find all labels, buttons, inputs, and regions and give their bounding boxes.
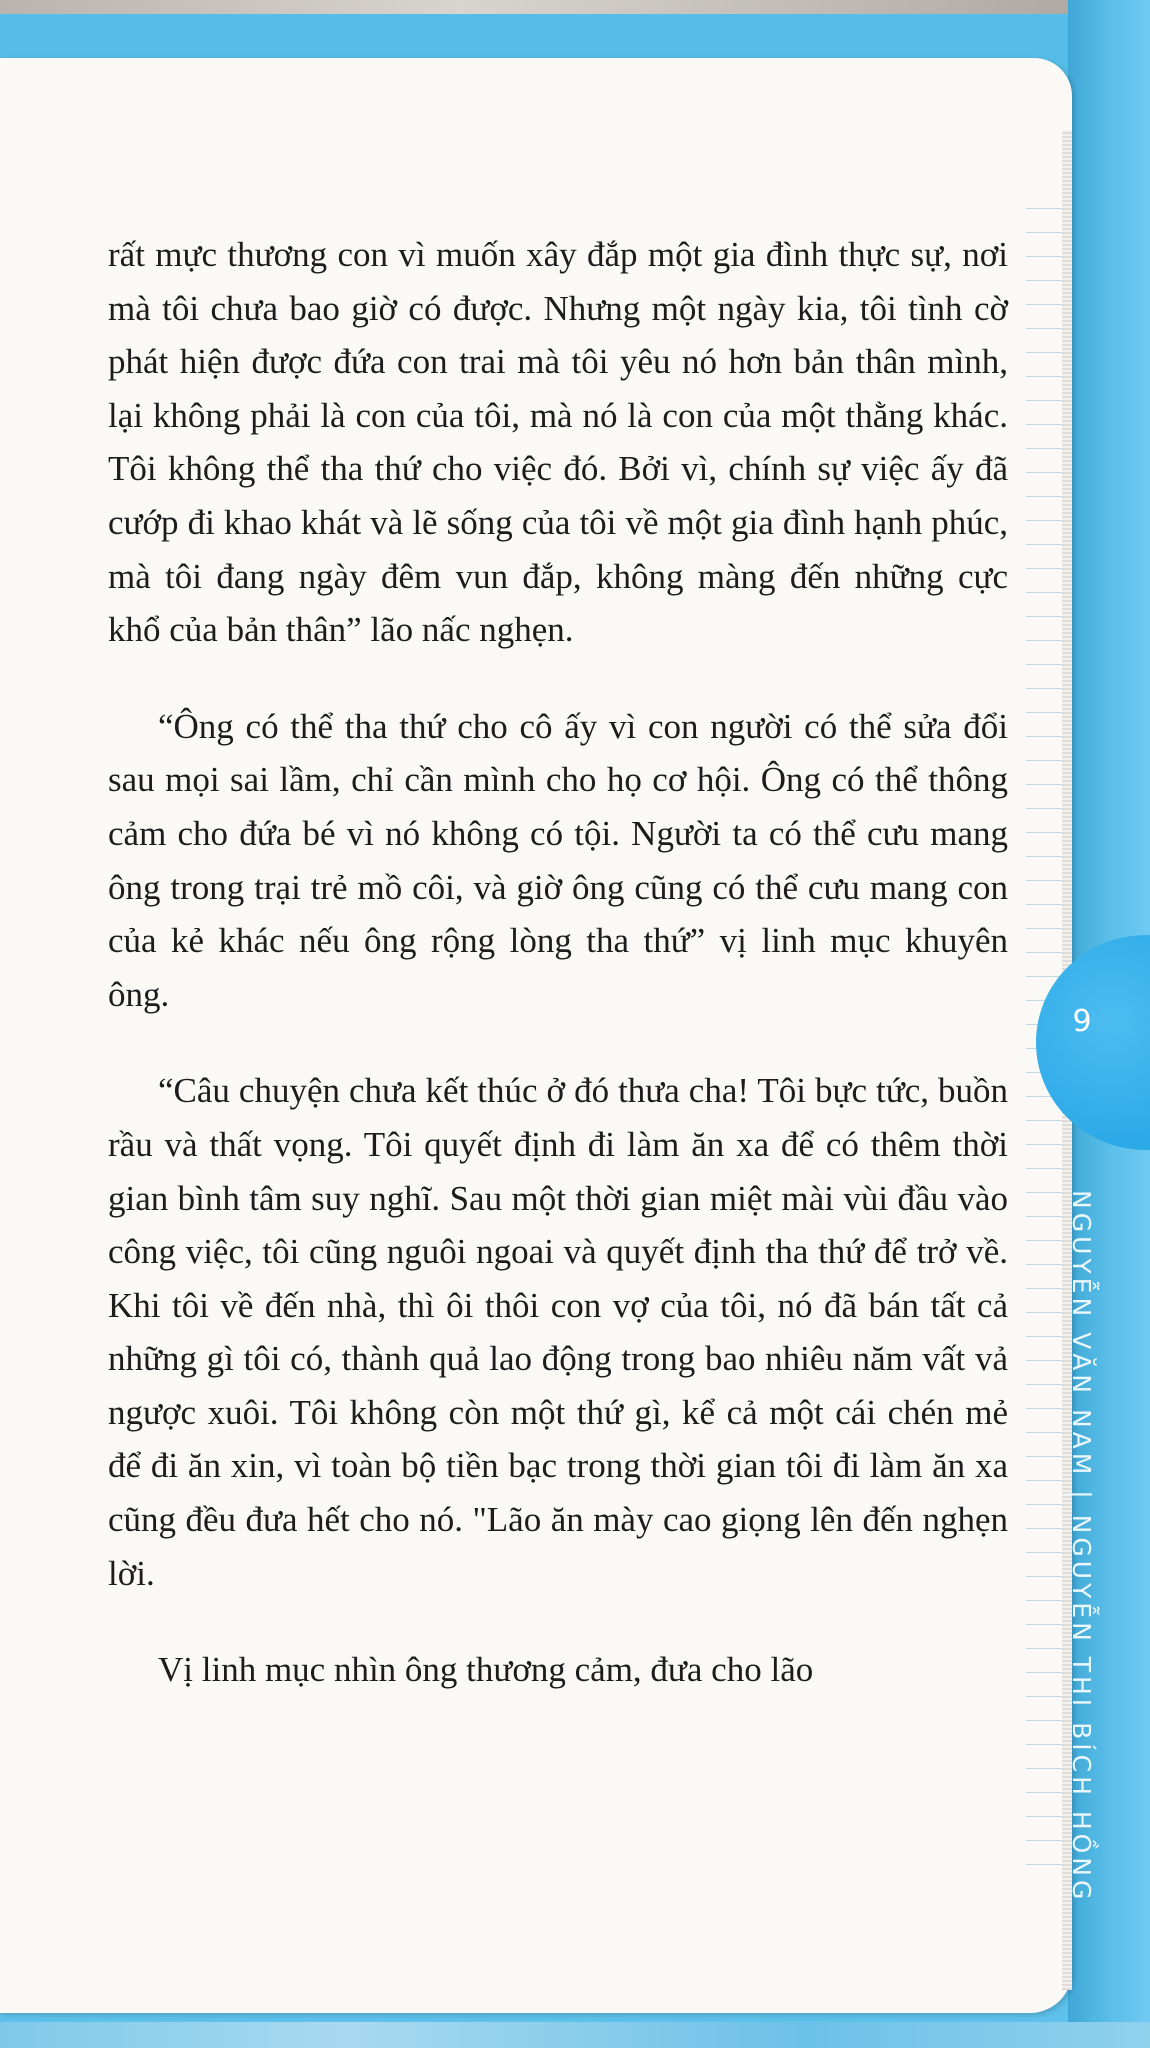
paragraph-3: “Câu chuyện chưa kết thúc ở đó thưa cha! Tôi bực tức, buồn rầu và thất vọng. Tôi quyết định đi làm ăn xa để có thêm thời gian bình tâm suy nghĩ. Sau một thời gian miệt mài vùi đầu vào công việc, tôi cũng nguôi ngoai và quyết định tha thứ để trở về. Khi tôi về đến nhà, thì ôi thôi con vợ của tôi, nó đã bán tất cả những gì tôi có, thành quả lao động trong bao nhiêu năm vất vả ngược xuôi. Tôi không còn một thứ gì, kể cả một cái chén mẻ để đi ăn xin, vì toàn bộ tiền bạc trong thời gian tôi đi làm ăn xa cũng đều đưa hết cho nó. "Lão ăn mày cao giọng lên đến nghẹn lời.	[108, 1071, 1008, 1593]
book-page	[0, 58, 1072, 2013]
body-text	[108, 228, 1008, 1697]
paragraph-1: rất mực thương con vì muốn xây đắp một gia đình thực sự, nơi mà tôi chưa bao giờ có được. Nhưng một ngày kia, tôi tình cờ phát hiện được đứa con trai mà tôi yêu nó hơn bản thân mình, lại không phải là con của tôi, mà nó là con của một thằng khác. Tôi không thể tha thứ cho việc đó. Bởi vì, chính sự việc ấy đã cướp đi khao khát và lẽ sống của tôi về một gia đình hạnh phúc, mà tôi đang ngày đêm vun đắp, không màng đến những cực khổ của bản thân” lão nấc nghẹn.	[108, 235, 1008, 650]
author-running-footer: NGUYỄN VĂN NAM | NGUYỄN THỊ BÍCH HỒNG	[1067, 1190, 1096, 1904]
paragraph-2: “Ông có thể tha thứ cho cô ấy vì con người có thể sửa đổi sau mọi sai lầm, chỉ cần mình cho họ cơ hội. Ông có thể thông cảm cho đứa bé vì nó không có tội. Người ta có thể cưu mang ông trong trại trẻ mồ côi, và giờ ông cũng có thể cưu mang con của kẻ khác nếu ông rộng lòng tha thứ” vị linh mục khuyên ông.	[108, 706, 1008, 1014]
paragraph-4: Vị linh mục nhìn ông thương cảm, đưa cho lão	[158, 1650, 814, 1690]
cover-bottom-edge	[0, 2022, 1150, 2048]
page-number: 9	[1072, 1004, 1092, 1039]
surface-background	[0, 0, 1150, 14]
